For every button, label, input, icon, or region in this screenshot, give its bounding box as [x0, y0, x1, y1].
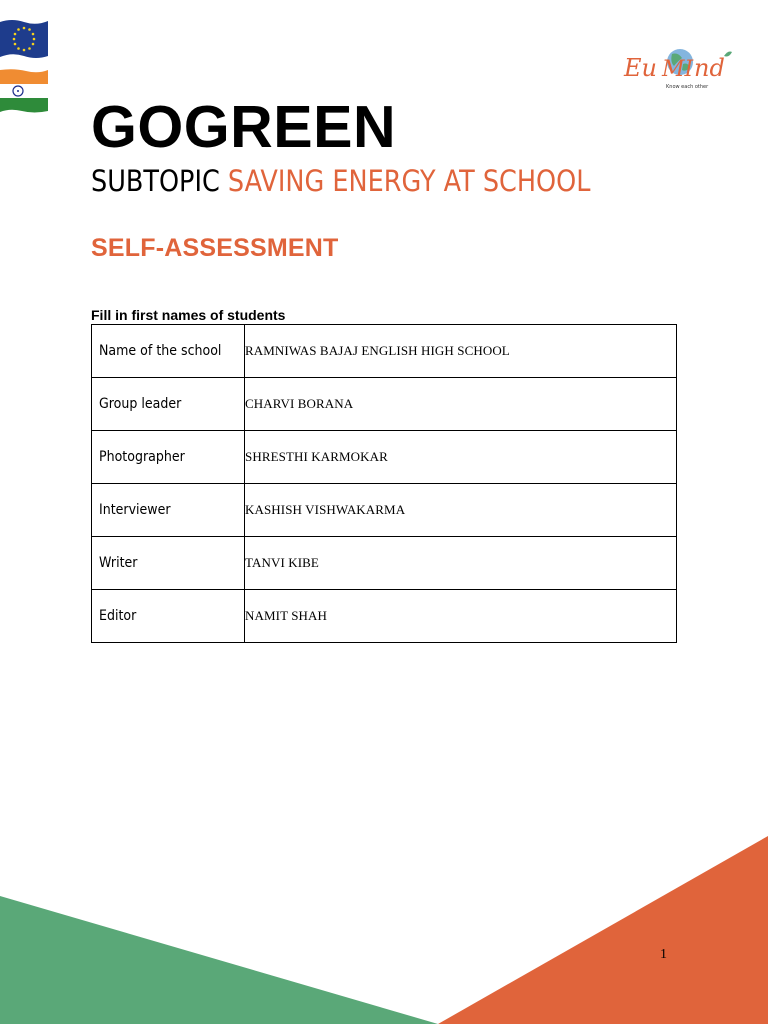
value-cell: CHARVI BORANA [245, 378, 677, 431]
logo-tagline: Know each other [666, 84, 709, 90]
table-row [92, 590, 677, 643]
orange-triangle [438, 836, 768, 1024]
role-cell [92, 484, 245, 537]
role-label: Interviewer [99, 502, 171, 518]
decorative-corner-shapes [0, 820, 768, 1024]
roles-table [91, 324, 677, 643]
table-row [92, 325, 677, 378]
section-heading: SELF-ASSESSMENT [91, 234, 339, 262]
subtitle-prefix: SUBTOPIC [91, 164, 220, 198]
page-title: GOGREEN [91, 94, 397, 160]
role-cell [92, 431, 245, 484]
value-cell: RAMNIWAS BAJAJ ENGLISH HIGH SCHOOL [245, 325, 677, 378]
subtitle-topic: SAVING ENERGY AT SCHOOL [227, 164, 591, 198]
value-cell: NAMIT SHAH [245, 590, 677, 643]
role-label: Writer [99, 555, 138, 571]
page-number: 1 [660, 947, 667, 962]
role-label: Editor [99, 608, 137, 624]
role-cell [92, 537, 245, 590]
role-cell [92, 590, 245, 643]
svg-text:MI: MI [662, 57, 694, 82]
eu-flag-icon [0, 18, 48, 60]
role-cell [92, 378, 245, 431]
table-row [92, 431, 677, 484]
role-label: Group leader [99, 396, 182, 412]
table-row [92, 378, 677, 431]
role-label: Name of the school [99, 343, 222, 359]
eumind-logo-icon [622, 44, 738, 94]
green-triangle [0, 896, 438, 1024]
table-row [92, 537, 677, 590]
india-flag-icon [0, 68, 48, 114]
subtitle [91, 166, 590, 198]
instruction-text: Fill in first names of students [91, 307, 286, 323]
value-cell: SHRESTHI KARMOKAR [245, 431, 677, 484]
table-row [92, 484, 677, 537]
value-cell: TANVI KIBE [245, 537, 677, 590]
logo-wordmark: Eu [624, 54, 657, 82]
logo-wordmark-right: nd [694, 54, 725, 82]
role-cell [92, 325, 245, 378]
value-cell: KASHISH VISHWAKARMA [245, 484, 677, 537]
role-label: Photographer [99, 449, 185, 465]
